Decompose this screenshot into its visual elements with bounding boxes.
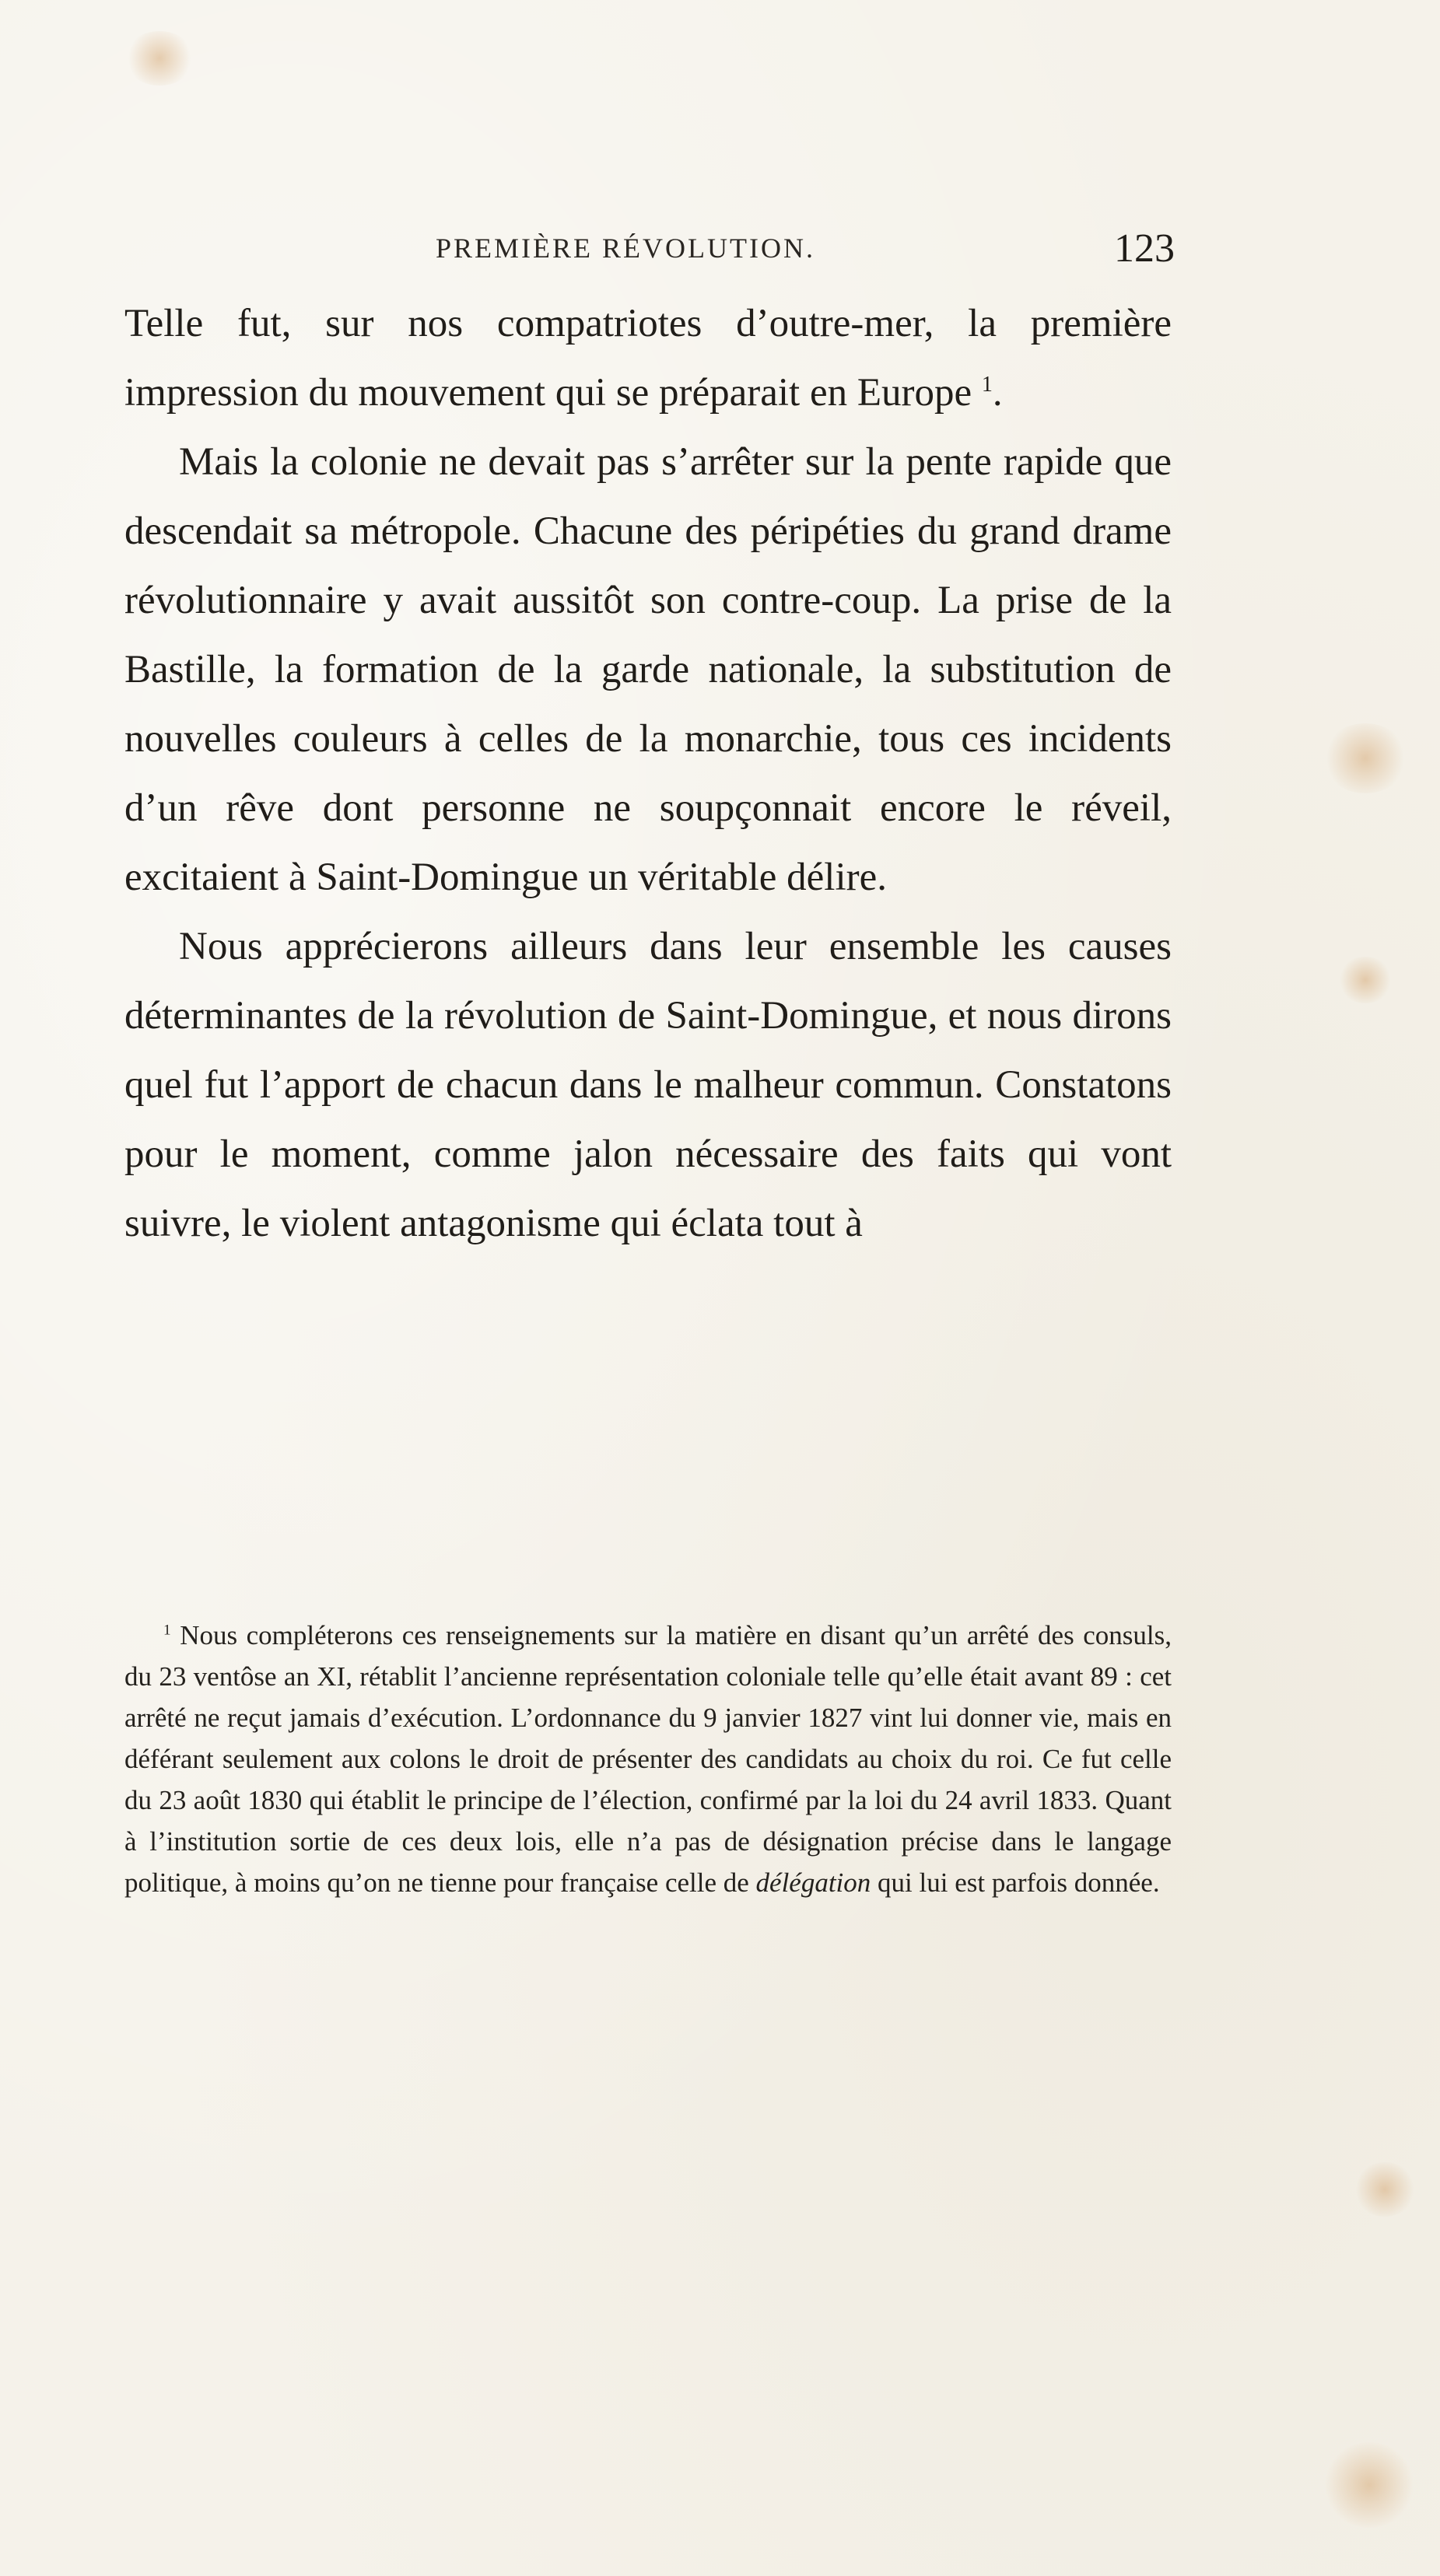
footnote-text: Nous compléterons ces renseignements sur la matière en disant qu’un arrêté des consuls, du 23 ventôse an XI, rétablit l’ancienne représentation coloniale telle qu’elle était avant 89 : cet arrêté ne reçut jamais d’exécution. L’ordonnance du 9 janvier 1827 vint lui donner vie, mais en déférant seulement aux colons le droit de présenter des candidats au choix du roi. Ce fut celle du 23 août 1830 qui établit le principe de l’élection, confirmé par la loi du 24 avril 1833. Quant à l’institution sortie de ces deux lois, elle n’a pas de désignation précise dans le langage politique, à moins qu’on ne tienne pour française celle de [124,1620,1172,1898]
footnote-paragraph [124,1615,1172,1903]
foxing-stain [1354,2162,1416,2217]
paragraph: Nous apprécierons ailleurs dans leur ensemble les causes déterminantes de la révolution de Saint-Domingue, et nous dirons quel fut l’apport de chacun dans le malheur commun. Constatons pour le moment, comme jalon nécessaire des faits qui vont suivre, le violent antagonisme qui éclata tout à [124,925,1172,1245]
foxing-stain [1323,723,1408,793]
foxing-stain [124,31,194,86]
running-title: PREMIÈRE RÉVOLUTION. [436,233,815,264]
main-text [124,289,1172,1258]
running-head [124,226,1175,272]
footnote-reference: 1 [981,373,993,397]
footnote-italic-term: délégation [755,1867,871,1898]
foxing-stain [1338,957,1393,1003]
footnote-marker: 1 [163,1622,171,1639]
footnote-text: qui lui est parfois donnée. [878,1867,1160,1898]
paragraph-text: Telle fut, sur nos compatriotes d’outre-mer, la première impression du mouvement qui se préparait en Europe [124,302,1172,415]
paragraph: Mais la colonie ne devait pas s’arrêter sur la pente rapide que descendait sa métropole. Chacune des péripéties du grand drame révolutionnaire y avait aussitôt son contre-coup. La prise de la Bastille, la formation de la garde nationale, la substitution de nouvelles couleurs à celles de la monarchie, tous ces incidents d’un rêve dont personne ne soupçonnait encore le réveil, excitaient à Saint-Domingue un véritable délire. [124,440,1172,899]
foxing-stain [1323,2442,1416,2528]
page-number: 123 [1114,226,1175,271]
paragraph-text: . [992,371,1003,415]
paragraph [124,289,1172,428]
footnote [124,1615,1172,1903]
